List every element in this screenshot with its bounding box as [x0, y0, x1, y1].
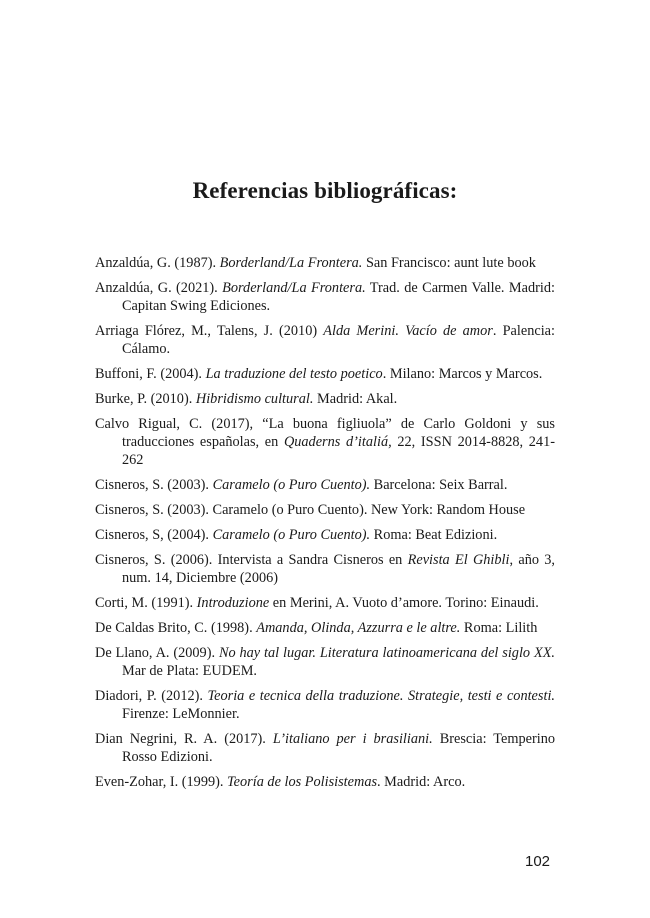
reference-text: Barcelona: Seix Barral.: [370, 477, 508, 493]
reference-entry: [95, 501, 555, 519]
reference-text: Roma: Beat Edizioni.: [370, 527, 498, 543]
reference-title-italic: Borderland/La Frontera.: [222, 280, 366, 296]
reference-text: . Milano: Marcos y Marcos.: [382, 366, 543, 382]
reference-text: Burke, P. (2010).: [95, 391, 196, 407]
reference-text: , año 3, num. 14, Diciembre (2006): [122, 552, 555, 586]
reference-text: Firenze: LeMonnier.: [122, 706, 240, 722]
reference-list: [95, 254, 555, 798]
reference-title-italic: La traduzione del testo poetico: [205, 366, 383, 382]
reference-title-italic: Borderland/La Frontera.: [219, 255, 363, 271]
reference-text: De Llano, A. (2009).: [95, 645, 219, 661]
reference-title-italic: Caramelo (o Puro Cuento).: [212, 477, 371, 493]
reference-entry: [95, 687, 555, 723]
reference-title-italic: No hay tal lugar. Literatura latinoamericana del siglo XX.: [218, 645, 555, 661]
reference-text: De Caldas Brito, C. (1998).: [95, 620, 257, 636]
reference-title-italic: Caramelo (o Puro Cuento).: [212, 527, 371, 543]
reference-text: Cisneros, S. (2003). Caramelo (o Puro Cuento). New York: Random House: [95, 502, 526, 518]
reference-text: . Madrid: Arco.: [377, 774, 466, 790]
reference-text: Diadori, P. (2012).: [95, 688, 208, 704]
reference-entry: [95, 476, 555, 494]
page-title: Referencias bibliográficas:: [192, 178, 458, 203]
reference-text: Corti, M. (1991).: [95, 595, 197, 611]
reference-entry: [95, 619, 555, 637]
reference-entry: [95, 551, 555, 587]
reference-entry: [95, 773, 555, 791]
reference-text: Buffoni, F. (2004).: [95, 366, 206, 382]
reference-entry: [95, 644, 555, 680]
reference-text: Roma: Lilith: [460, 620, 538, 636]
reference-entry: [95, 730, 555, 766]
reference-text: Madrid: Akal.: [313, 391, 398, 407]
reference-title-italic: Amanda, Olinda, Azzurra e le altre.: [256, 620, 461, 636]
reference-text: Dian Negrini, R. A. (2017).: [95, 731, 273, 747]
reference-entry: [95, 322, 555, 358]
reference-title-italic: Teoría de los Polisistemas: [227, 774, 378, 790]
reference-entry: [95, 594, 555, 612]
reference-title-italic: Revista El Ghibli: [407, 552, 510, 568]
reference-entry: [95, 415, 555, 469]
reference-title-italic: L’italiano per i brasiliani.: [272, 731, 433, 747]
reference-text: Mar de Plata: EUDEM.: [122, 663, 257, 679]
reference-title-italic: Introduzione: [196, 595, 270, 611]
reference-title-italic: Alda Merini. Vacío de amor: [323, 323, 493, 339]
reference-text: Arriaga Flórez, M., Talens, J. (2010): [95, 323, 324, 339]
reference-text: Brescia: Temperino Rosso Edizioni.: [122, 731, 555, 765]
reference-text: en Merini, A. Vuoto d’amore. Torino: Einaudi.: [269, 595, 539, 611]
reference-text: Calvo Rigual, C. (2017), “La buona figliuola” de Carlo Goldoni y sus traducciones españolas, en: [95, 416, 555, 450]
reference-title-italic: Teoria e tecnica della traduzione. Strategie, testi e contesti.: [207, 688, 555, 704]
reference-text: Trad. de Carmen Valle. Madrid: Capitan Swing Ediciones.: [122, 280, 555, 314]
reference-text: Anzaldúa, G. (2021).: [95, 280, 223, 296]
reference-title-italic: Hibridismo cultural.: [195, 391, 314, 407]
reference-title-italic: Quaderns d’italiá,: [283, 434, 392, 450]
reference-text: Even-Zohar, I. (1999).: [95, 774, 228, 790]
reference-entry: [95, 254, 555, 272]
reference-entry: [95, 279, 555, 315]
reference-text: Cisneros, S, (2004).: [95, 527, 213, 543]
reference-entry: [95, 526, 555, 544]
reference-text: Cisneros, S. (2006). Intervista a Sandra Cisneros en: [95, 552, 408, 568]
reference-text: . Palencia: Cálamo.: [122, 323, 555, 357]
reference-text: San Francisco: aunt lute book: [362, 255, 536, 271]
reference-text: 22, ISSN 2014-8828, 241-262: [122, 434, 555, 468]
page-number: 102: [525, 853, 551, 870]
reference-text: Cisneros, S. (2003).: [95, 477, 213, 493]
reference-entry: [95, 365, 555, 383]
reference-text: Anzaldúa, G. (1987).: [95, 255, 220, 271]
reference-entry: [95, 390, 555, 408]
